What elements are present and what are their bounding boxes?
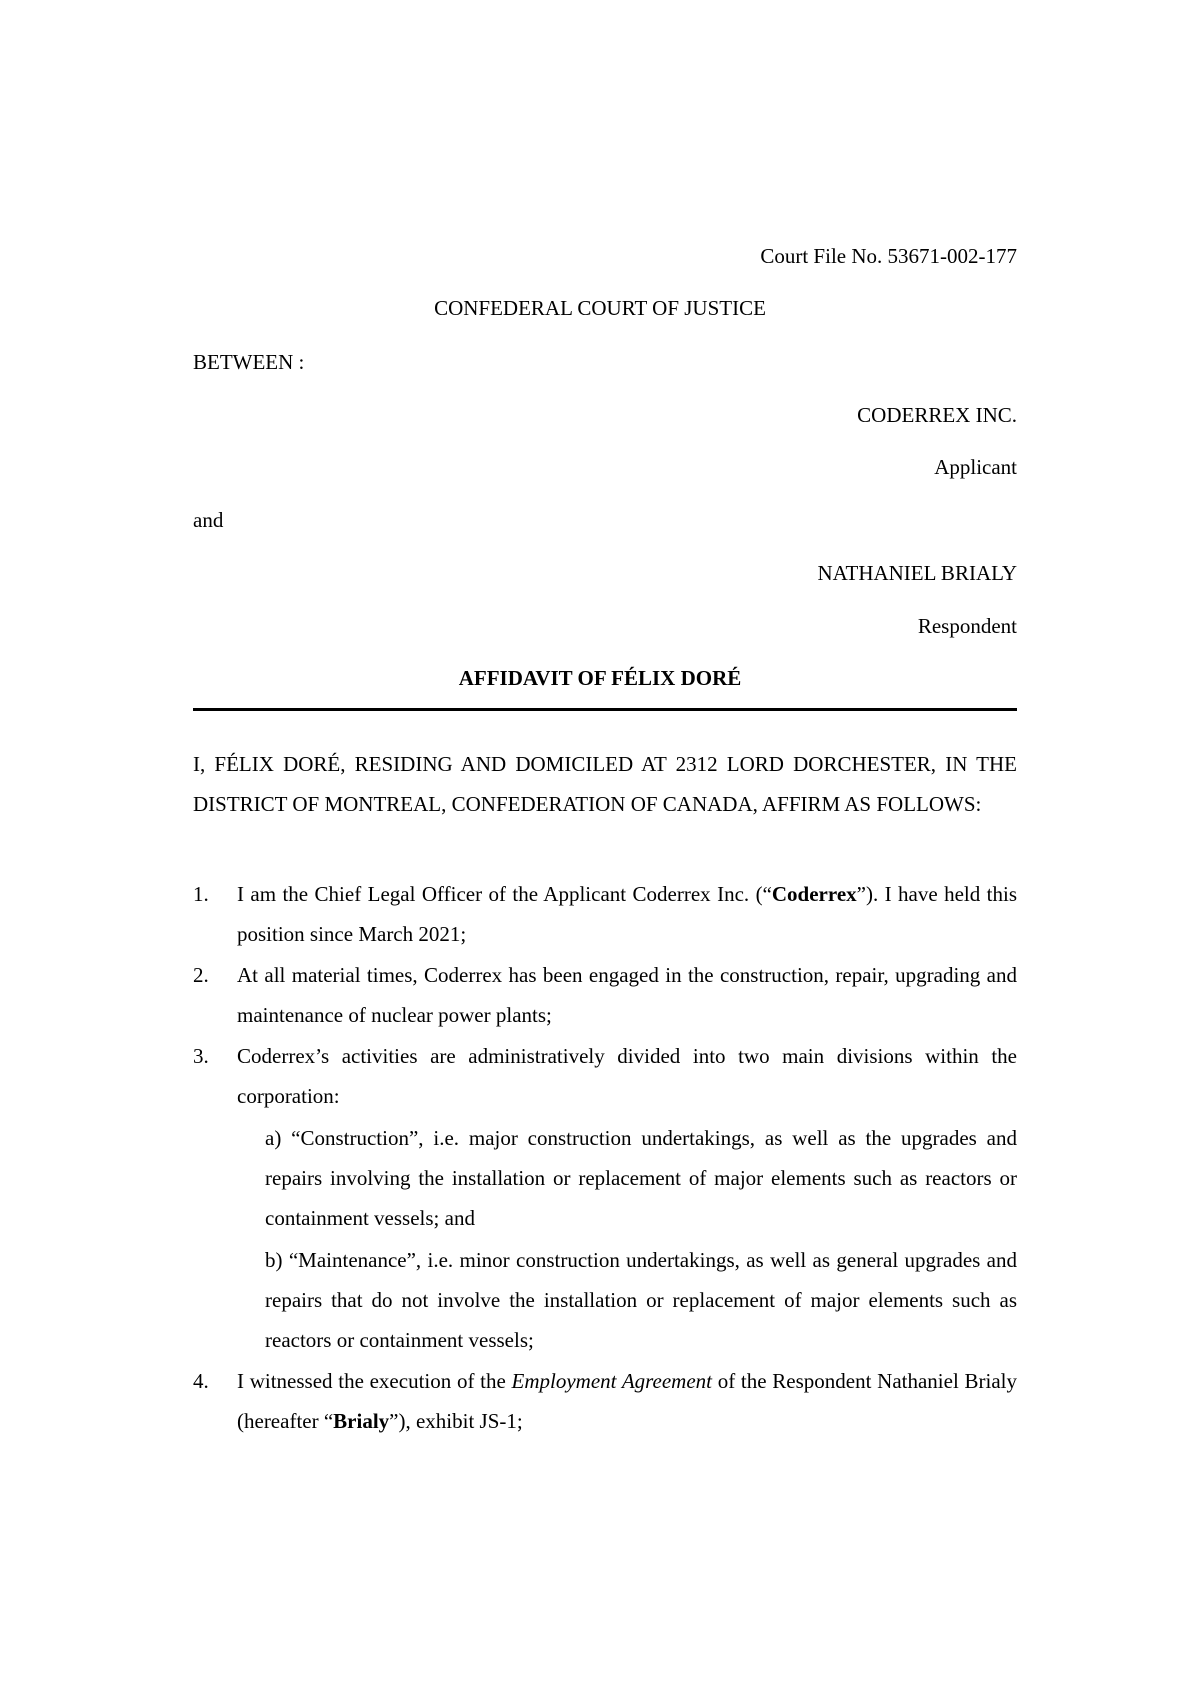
defined-term: Coderrex xyxy=(771,882,857,906)
between-label: BETWEEN : xyxy=(193,350,305,374)
sub-item-b: b) “Maintenance”, i.e. minor construction undertakings, as well as general upgrades and repairs that do not involve the installation or replacement of major elements such as reactors or containment vessels; xyxy=(265,1248,1017,1352)
paragraph-text: of the Respondent Nathaniel Brialy (hereafter “ xyxy=(237,1369,1017,1433)
paragraph-3 xyxy=(193,1036,1017,1360)
sub-item-a: a) “Construction”, i.e. major construction undertakings, as well as the upgrades and repairs involving the installation or replacement of major elements such as reactors or containment vessels; and xyxy=(265,1126,1017,1230)
paragraph-1 xyxy=(193,874,1017,954)
paragraph-text: Coderrex’s activities are administratively divided into two main divisions within the corporation: xyxy=(237,1044,1017,1108)
and-label: and xyxy=(193,508,224,532)
paragraph-number: 4. xyxy=(193,1369,209,1393)
paragraph-number: 1. xyxy=(193,882,209,906)
court-name: CONFEDERAL COURT OF JUSTICE xyxy=(434,296,766,320)
paragraph-text: At all material times, Coderrex has been engaged in the construction, repair, upgrading and maintenance of nuclear power plants; xyxy=(237,963,1017,1027)
title-divider xyxy=(193,708,1017,711)
respondent-name: NATHANIEL BRIALY xyxy=(817,561,1017,585)
paragraph-number: 3. xyxy=(193,1044,209,1068)
paragraph-2 xyxy=(193,955,1017,1035)
defined-term: Brialy xyxy=(333,1409,390,1433)
applicant-name: CODERREX INC. xyxy=(857,403,1017,427)
intro-paragraph: I, FÉLIX DORÉ, RESIDING AND DOMICILED AT 2312 LORD DORCHESTER, IN THE DISTRICT OF MONTREAL, CONFEDERATION OF CANADA, AFFIRM AS FOLLOWS: xyxy=(193,752,1017,816)
court-file-number: Court File No. 53671-002-177 xyxy=(760,244,1017,268)
paragraph-text: ”). I have held this position since March 2021; xyxy=(237,882,1017,946)
respondent-role: Respondent xyxy=(917,614,1017,638)
paragraph-number: 2. xyxy=(193,963,209,987)
paragraph-4 xyxy=(193,1361,1017,1441)
numbered-paragraphs xyxy=(193,874,1017,1442)
paragraph-text: I witnessed the execution of the xyxy=(237,1369,512,1393)
applicant-role: Applicant xyxy=(934,455,1017,479)
agreement-title: Employment Agreement xyxy=(511,1369,712,1393)
document-title: AFFIDAVIT OF FÉLIX DORÉ xyxy=(458,666,742,690)
paragraph-text: ”), exhibit JS-1; xyxy=(389,1409,523,1433)
paragraph-text: I am the Chief Legal Officer of the Applicant Coderrex Inc. (“ xyxy=(237,882,772,906)
